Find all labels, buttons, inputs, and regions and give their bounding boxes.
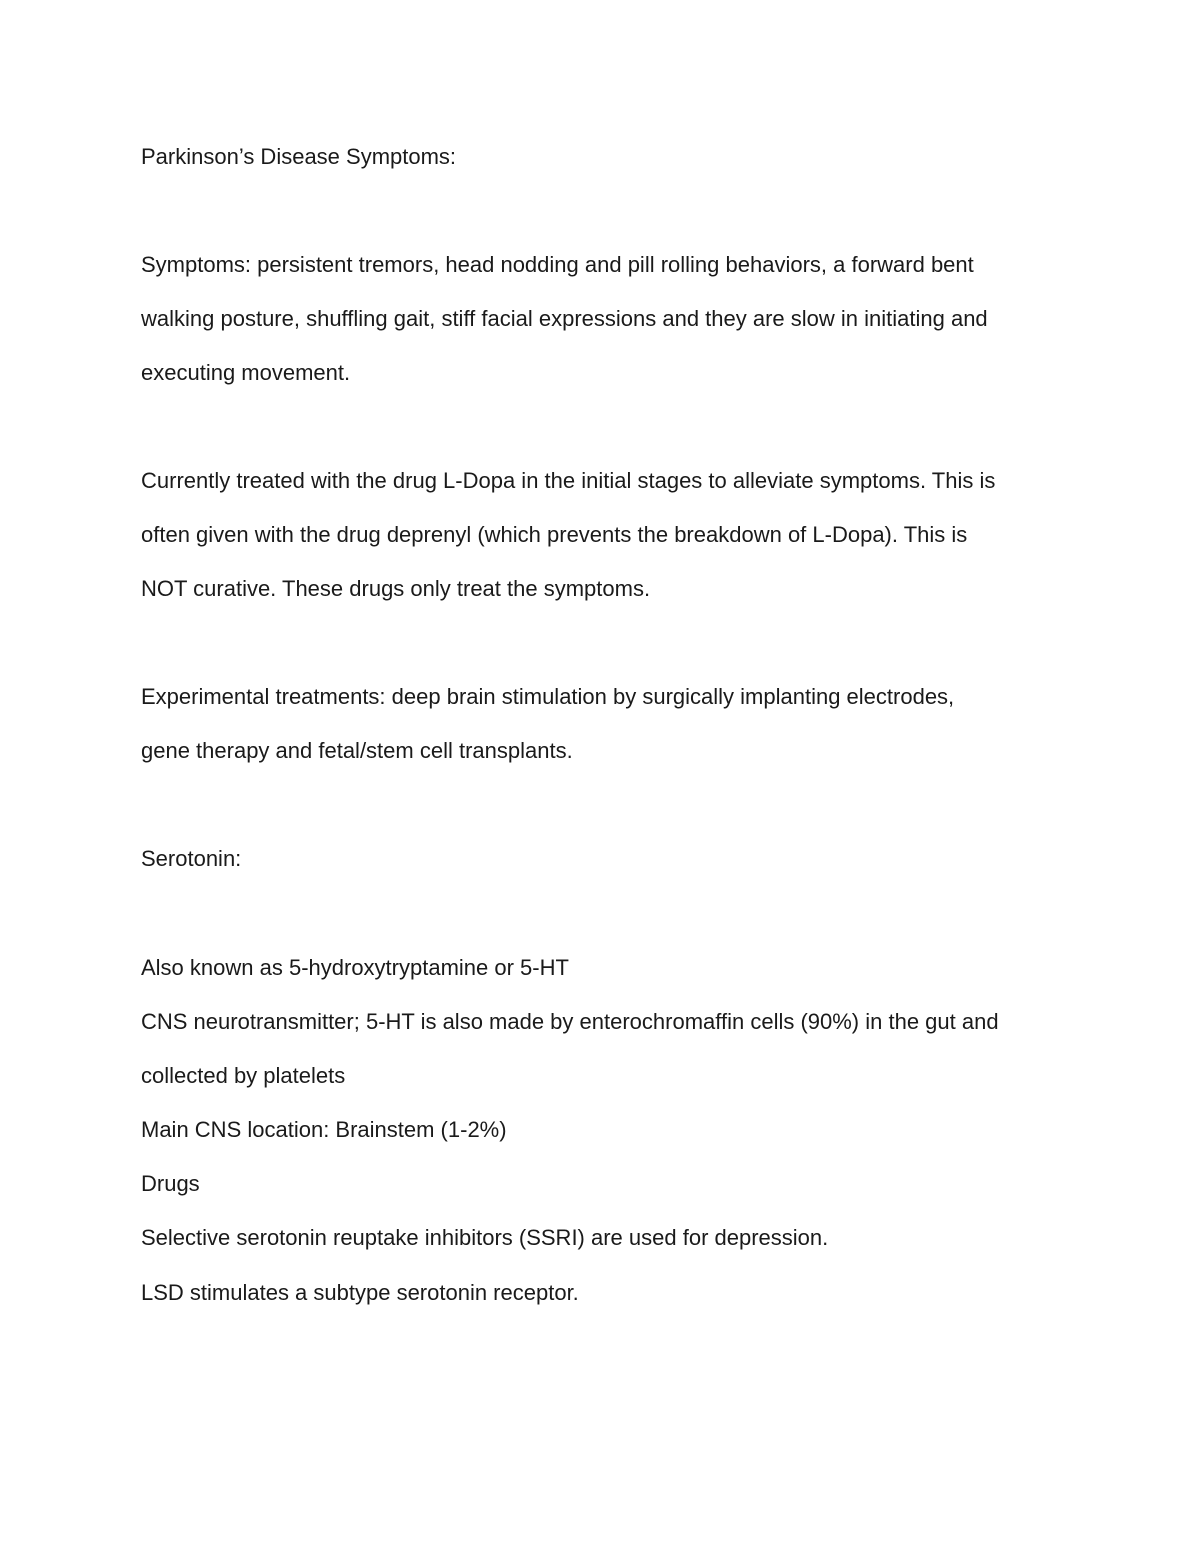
serotonin-line-2: CNS neurotransmitter; 5-HT is also made by enterochromaffin cells (90%) in the gut and — [141, 1009, 999, 1034]
serotonin-line-7: LSD stimulates a subtype serotonin receptor. — [141, 1280, 579, 1305]
experimental-line-1: Experimental treatments: deep brain stimulation by surgically implanting electrodes, — [141, 684, 955, 709]
serotonin-line-1: Also known as 5-hydroxytryptamine or 5-HT — [141, 955, 569, 980]
parkinsons-heading: Parkinson’s Disease Symptoms: — [141, 144, 457, 169]
symptoms-line-1: Symptoms: persistent tremors, head nodding and pill rolling behaviors, a forward bent — [141, 252, 974, 277]
treatment-line-3: NOT curative. These drugs only treat the symptoms. — [141, 576, 651, 601]
serotonin-line-5: Drugs — [141, 1171, 200, 1196]
serotonin-line-4: Main CNS location: Brainstem (1-2%) — [141, 1117, 507, 1142]
treatment-line-2: often given with the drug deprenyl (which prevents the breakdown of L-Dopa). This is — [141, 522, 968, 547]
serotonin-line-3: collected by platelets — [141, 1063, 346, 1088]
symptoms-line-2: walking posture, shuffling gait, stiff facial expressions and they are slow in initiating and — [141, 306, 988, 331]
serotonin-heading: Serotonin: — [141, 846, 242, 871]
experimental-line-2: gene therapy and fetal/stem cell transplants. — [141, 738, 573, 763]
serotonin-line-6: Selective serotonin reuptake inhibitors (SSRI) are used for depression. — [141, 1225, 829, 1250]
treatment-line-1: Currently treated with the drug L-Dopa in the initial stages to alleviate symptoms. This is — [141, 468, 996, 493]
symptoms-line-3: executing movement. — [141, 360, 351, 385]
